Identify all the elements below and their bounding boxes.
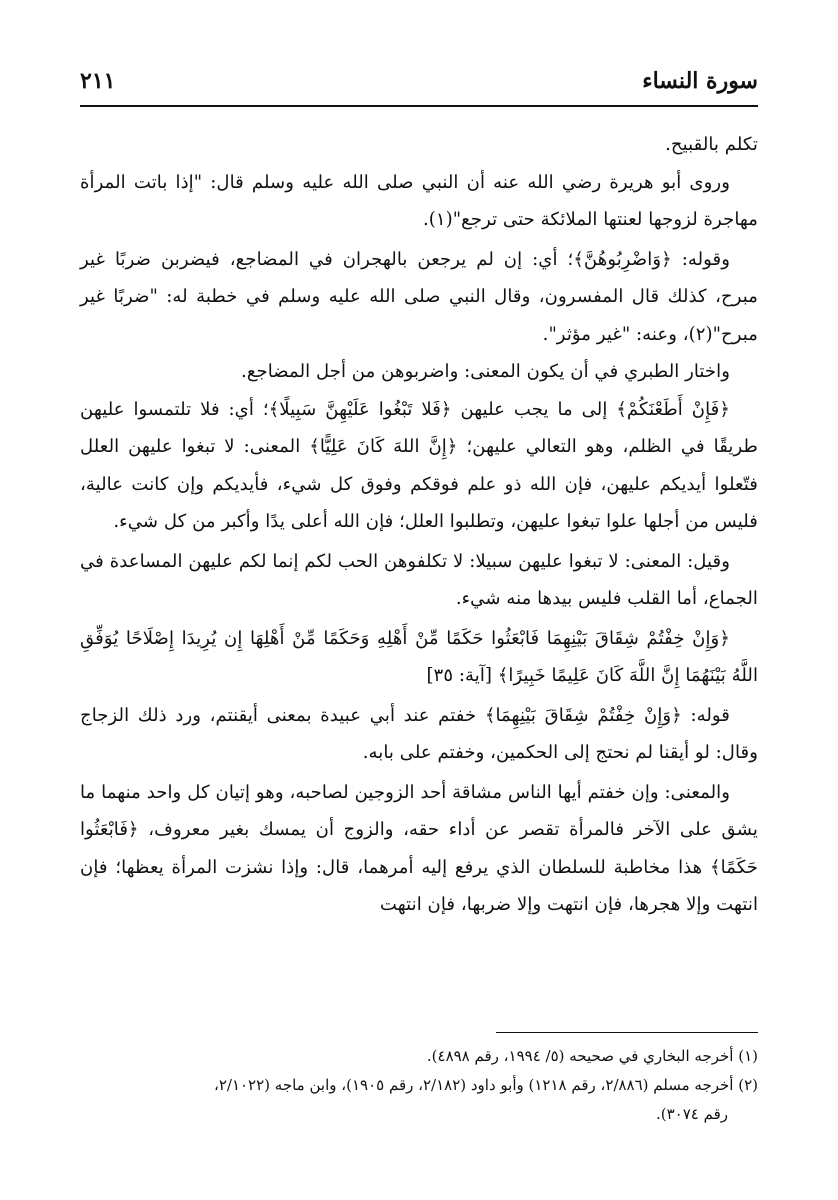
paragraph-3: وقوله: ﴿وَاضْرِبُوهُنَّ﴾؛ أي: إن لم يرجعن بالهجران في المضاجع، فيضربن ضربًا غير مبرح، كذلك قال المفسرون، وقال النبي صلى الله عليه وسلم في خطبة له: "ضربًا غير مبرح"(٢)، وعنه: "غير مؤثر".: [80, 248, 758, 345]
paragraph-4: واختار الطبري في أن يكون المعنى: واضربوهن من أجل المضاجع.: [241, 361, 730, 382]
footnotes: [80, 1042, 758, 1129]
footnote-divider: [496, 1032, 758, 1033]
footnote-2: (٢) أخرجه مسلم (٢/٨٨٦، رقم ١٢١٨) وأبو داود (٢/١٨٢، رقم ١٩٠٥)، وابن ماجه (٢/١٠٢٢،: [213, 1076, 758, 1094]
paragraph-2: وروى أبو هريرة رضي الله عنه أن النبي صلى الله عليه وسلم قال: "إذا باتت المرأة مهاجرة لزوجها لعنتها الملائكة حتى ترجع"(١).: [80, 171, 758, 230]
surah-title: سورة النساء: [642, 68, 758, 94]
paragraph-7: قوله: ﴿وَإِنْ خِفْتُمْ شِقَاقَ بَيْنِهِمَا﴾ خفتم عند أبي عبيدة بمعنى أيقنتم، ورد ذلك الزجاج وقال: لو أيقنا لم نحتج إلى الحكمين، وخفتم على بابه.: [80, 704, 758, 763]
paragraph-1: تكلم بالقبيح.: [665, 134, 758, 155]
main-text: [80, 126, 758, 924]
page-number: ٢١١: [80, 68, 116, 94]
paragraph-8: والمعنى: وإن خفتم أيها الناس مشاقة أحد الزوجين لصاحبه، وهو إتيان كل واحد منهما ما يشق على الآخر فالمرأة تقصر عن أداء حقه، والزوج أن يمسك بغير معروف، ﴿فَابْعَثُوا حَكَمًا﴾ هذا مخاطبة للسلطان الذي يرفع إليه أمرهما، قال: وإذا نشزت المرأة يعظها؛ فإن انتهت وإلا هجرها، فإن انتهت وإلا ضربها، فإن انتهت: [80, 781, 758, 915]
quran-verse: ﴿وَإِنْ خِفْتُمْ شِقَاقَ بَيْنِهِمَا فَابْعَثُوا حَكَمًا مِّنْ أَهْلِهِ وَحَكَمًا مِّنْ أَهْلِهَا إِن يُرِيدَا إِصْلَاحًا يُوَفِّقِ اللَّهُ بَيْنَهُمَا إِنَّ اللَّهَ كَانَ عَلِيمًا خَبِيرًا﴾ [آية: ٣٥]: [80, 627, 758, 686]
footnote-1: (١) أخرجه البخاري في صحيحه (٥/ ١٩٩٤، رقم ٤٨٩٨).: [426, 1047, 758, 1065]
header-divider: [80, 105, 758, 107]
paragraph-6: وقيل: المعنى: لا تبغوا عليهن سبيلا: لا تكلفوهن الحب لكم إنما لكم عليهن المساعدة في الجماع، أما القلب فليس بيدها منه شيء.: [80, 550, 758, 609]
page-header: [80, 66, 758, 96]
paragraph-5: ﴿فَإِنْ أَطَعْنَكُمْ﴾ إلى ما يجب عليهن ﴿فَلا تَبْغُوا عَلَيْهِنَّ سَبِيلًا﴾؛ أي: فلا تلتمسوا عليهن طريقًا في الظلم، وهو التعالي عليهن؛ ﴿إِنَّ اللهَ كَانَ عَلِيًّا﴾ المعنى: لا تبغوا عليهن العلل فتّعلوا أيديكم عليهن، فإن الله ذو علم فوقكم وفوق كل شيء، فأيديكم وإن كانت عالية، فليس من أجلها علوا تبغوا عليهن، وتطلبوا العلل؛ فإن الله أعلى يدًا وأكبر من كل شيء.: [80, 398, 758, 532]
footnote-2-continued: رقم ٣٠٧٤).: [655, 1105, 728, 1123]
